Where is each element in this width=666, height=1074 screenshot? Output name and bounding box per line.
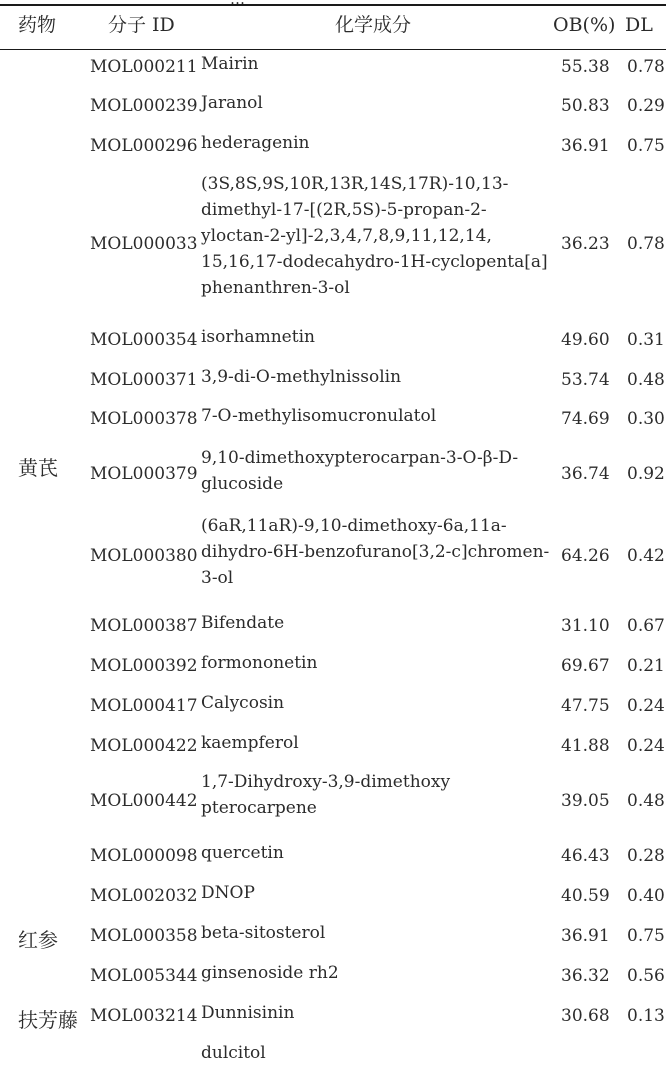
compound-name xyxy=(201,690,541,716)
molecule-id: MOL002032 xyxy=(90,886,198,906)
ob-value: 36.91 xyxy=(561,926,610,946)
dl-value: 0.24 xyxy=(627,696,665,716)
compound-name-line: DNOP xyxy=(201,883,255,903)
compound-name-line: Dunnisinin xyxy=(201,1003,295,1023)
compound-name xyxy=(201,769,541,821)
header-herb: 药物 xyxy=(18,14,57,36)
ob-value: 31.10 xyxy=(561,616,610,636)
compound-name xyxy=(201,1040,541,1066)
compound-name-line: 3-ol xyxy=(201,568,234,588)
ob-value: 40.59 xyxy=(561,886,610,906)
molecule-id: MOL000387 xyxy=(90,616,198,636)
dl-value: 0.28 xyxy=(627,846,665,866)
compound-name-line: phenanthren-3-ol xyxy=(201,278,350,298)
compound-name-line: ginsenoside rh2 xyxy=(201,963,339,983)
compound-name-line: formononetin xyxy=(201,653,318,673)
molecule-id: MOL000392 xyxy=(90,656,198,676)
ob-value: 36.91 xyxy=(561,136,610,156)
compound-name-line: dulcitol xyxy=(201,1043,266,1063)
dl-value: 0.24 xyxy=(627,736,665,756)
molecule-id: MOL000033 xyxy=(90,234,198,254)
ob-value: 74.69 xyxy=(561,409,610,429)
ob-value: 36.32 xyxy=(561,966,610,986)
compound-name xyxy=(201,880,541,906)
dl-value: 0.48 xyxy=(627,791,665,811)
ob-value: 47.75 xyxy=(561,696,610,716)
table-top-rule xyxy=(0,4,666,6)
compound-name-line: (3S,8S,9S,10R,13R,14S,17R)-10,13- xyxy=(201,174,509,194)
dl-value: 0.67 xyxy=(627,616,665,636)
molecule-id: MOL000417 xyxy=(90,696,198,716)
compound-name xyxy=(201,1000,541,1026)
ob-value: 69.67 xyxy=(561,656,610,676)
compound-name xyxy=(201,403,541,429)
header-ob: OB(%) xyxy=(553,14,616,36)
compound-name xyxy=(201,513,550,591)
molecule-id: MOL000378 xyxy=(90,409,198,429)
compound-name xyxy=(201,610,541,636)
dl-value: 0.13 xyxy=(627,1006,665,1026)
header-compound: 化学成分 xyxy=(335,14,412,36)
compound-name xyxy=(201,840,541,866)
molecule-id: MOL000354 xyxy=(90,330,198,350)
compound-name-line: dihydro-6H-benzofurano[3,2-c]chromen- xyxy=(201,542,550,562)
herb-label: 扶芳藤 xyxy=(18,1008,78,1032)
compound-name-line: 15,16,17-dodecahydro-1H-cyclopenta[a] xyxy=(201,252,548,272)
compound-name-line: pterocarpene xyxy=(201,798,317,818)
dl-value: 0.48 xyxy=(627,370,665,390)
molecule-id: MOL000098 xyxy=(90,846,198,866)
dl-value: 0.40 xyxy=(627,886,665,906)
molecule-id: MOL003214 xyxy=(90,1006,198,1026)
compound-name-line: beta-sitosterol xyxy=(201,923,326,943)
compound-name xyxy=(201,920,541,946)
molecule-id: MOL000371 xyxy=(90,370,198,390)
molecule-id: MOL000380 xyxy=(90,546,198,566)
compound-name xyxy=(201,324,541,350)
ob-value: 53.74 xyxy=(561,370,610,390)
compound-name-line: isorhamnetin xyxy=(201,327,315,347)
compound-name-line: Bifendate xyxy=(201,613,285,633)
dl-value: 0.30 xyxy=(627,409,665,429)
compound-name xyxy=(201,364,541,390)
compound-name-line: glucoside xyxy=(201,474,284,494)
compound-name xyxy=(201,960,541,986)
ob-value: 39.05 xyxy=(561,791,610,811)
compound-name-line: 7-O-methylisomucronulatol xyxy=(201,406,437,426)
dl-value: 0.42 xyxy=(627,546,665,566)
compound-name-line: yloctan-2-yl]-2,3,4,7,8,9,11,12,14, xyxy=(201,226,492,246)
compound-name xyxy=(201,90,541,116)
dl-value: 0.56 xyxy=(627,966,665,986)
molecule-id: MOL005344 xyxy=(90,966,198,986)
compound-name xyxy=(201,171,548,301)
molecule-id: MOL000379 xyxy=(90,464,198,484)
header-dl: DL xyxy=(625,14,653,36)
compound-name-line: hederagenin xyxy=(201,133,310,153)
compound-name-line: 3,9-di-O-methylnissolin xyxy=(201,367,402,387)
ob-value: 41.88 xyxy=(561,736,610,756)
compound-name-line: quercetin xyxy=(201,843,284,863)
compound-name xyxy=(201,650,541,676)
ob-value: 46.43 xyxy=(561,846,610,866)
compound-name-line: Jaranol xyxy=(201,93,263,113)
compound-name-line: Calycosin xyxy=(201,693,285,713)
header-mol-id: 分子 ID xyxy=(108,14,175,36)
herb-label: 红参 xyxy=(18,928,58,952)
herb-label: 黄芪 xyxy=(18,456,58,480)
dl-value: 0.29 xyxy=(627,96,665,116)
molecule-id: MOL000239 xyxy=(90,96,198,116)
molecule-id: MOL000442 xyxy=(90,791,198,811)
compound-name-line: dimethyl-17-[(2R,5S)-5-propan-2- xyxy=(201,200,487,220)
ob-value: 55.38 xyxy=(561,57,610,77)
molecule-id: MOL000211 xyxy=(90,57,198,77)
compound-name-line: 1,7-Dihydroxy-3,9-dimethoxy xyxy=(201,772,451,792)
ob-value: 30.68 xyxy=(561,1006,610,1026)
ob-value: 50.83 xyxy=(561,96,610,116)
dl-value: 0.21 xyxy=(627,656,665,676)
dl-value: 0.78 xyxy=(627,234,665,254)
compound-name-line: 9,10-dimethoxypterocarpan-3-O-β-D- xyxy=(201,448,519,468)
molecule-id: MOL000422 xyxy=(90,736,198,756)
compound-name xyxy=(201,730,541,756)
compound-name xyxy=(201,445,541,497)
compound-name-line: kaempferol xyxy=(201,733,299,753)
dl-value: 0.31 xyxy=(627,330,665,350)
dl-value: 0.75 xyxy=(627,926,665,946)
header-rule xyxy=(0,49,666,50)
ob-value: 36.74 xyxy=(561,464,610,484)
molecule-id: MOL000296 xyxy=(90,136,198,156)
ob-value: 49.60 xyxy=(561,330,610,350)
ob-value: 36.23 xyxy=(561,234,610,254)
ob-value: 64.26 xyxy=(561,546,610,566)
compound-name xyxy=(201,130,541,156)
dl-value: 0.78 xyxy=(627,57,665,77)
compound-name-line: Mairin xyxy=(201,54,259,74)
compound-name-line: (6aR,11aR)-9,10-dimethoxy-6a,11a- xyxy=(201,516,507,536)
compound-name xyxy=(201,51,541,77)
molecule-id: MOL000358 xyxy=(90,926,198,946)
dl-value: 0.92 xyxy=(627,464,665,484)
dl-value: 0.75 xyxy=(627,136,665,156)
